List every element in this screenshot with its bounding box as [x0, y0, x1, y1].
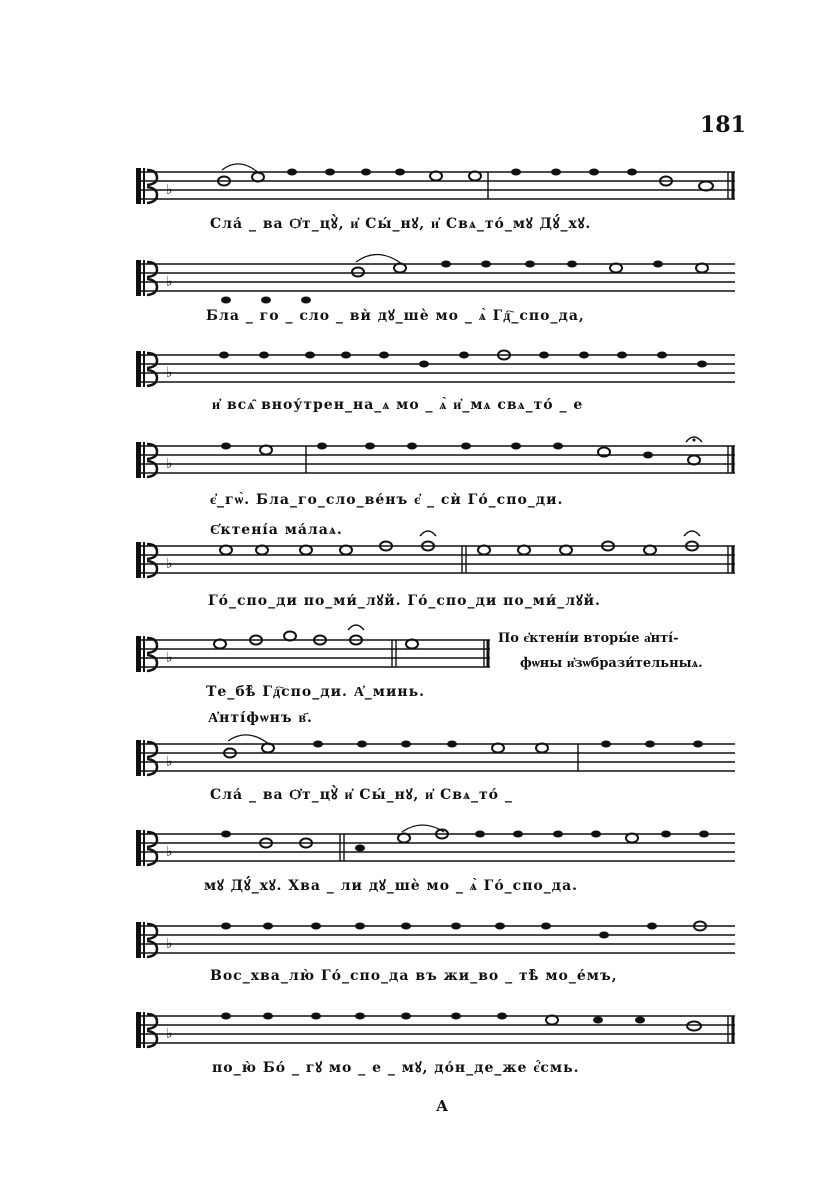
staff-1: [136, 164, 735, 204]
staff-10: [136, 1012, 735, 1048]
staff-6: [136, 625, 490, 672]
antiphon-heading: А҆нті́фѡнъ в҃.: [208, 710, 313, 726]
staff-8: [136, 825, 735, 866]
printer-signature: А: [436, 1097, 449, 1115]
staff-4: [136, 437, 735, 478]
staff-2: [136, 254, 735, 303]
antiphon-note-line-2: фѡны и҆зѡбрази́тельныѧ.: [520, 656, 703, 671]
lyric-line-3: и҆ всѧ̑ вноу́трен_на_ѧ мо _ ѧ̀ и҆_мѧ свѧ_то́ _ е: [212, 397, 584, 413]
page-number: 181: [700, 112, 746, 138]
lyric-line-1: Сла́ _ ва Ѻ҆т_цꙋ̀, и҆ Сы́_нꙋ, и҆ Свѧ_то́_мꙋ Дꙋ́_хꙋ.: [210, 216, 592, 232]
lyric-line-9: Вос_хва_лю̀ Го́_спо_да въ жи_во _ тѣ̀ мо_е́мъ,: [210, 968, 618, 984]
lyric-line-10: по_ю̀ Бо́ _ гꙋ мо _ е _ мꙋ, до́н_де_же є҆́смь.: [212, 1060, 580, 1076]
antiphon-note-line-1: По є҆ктені́и вторы́е а҆нті́-: [498, 631, 679, 646]
lyric-line-5: Го́_спо_ди по_ми́_лꙋй. Го́_спо_ди по_ми́_лꙋй.: [208, 593, 601, 609]
ektenia-heading: Є҆ктені́а ма́лаѧ.: [210, 522, 343, 538]
lyric-line-7: Сла́ _ ва Ѻ҆т_цꙋ̀ и҆ Сы́_нꙋ, и҆ Свѧ_то́ _: [210, 787, 513, 803]
lyric-line-2: Бла _ го _ сло _ вѝ дꙋ_шѐ мо _ ѧ̀ Гд҇_спо_да,: [206, 308, 585, 324]
staff-9: [136, 922, 735, 959]
lyric-line-8: мꙋ Дꙋ́_хꙋ. Хва _ ли дꙋ_шѐ мо _ ѧ̀ Го́_спо_да.: [204, 878, 579, 894]
staff-3: [136, 351, 735, 388]
music-staves: ♭: [0, 0, 840, 1191]
lyric-line-6: Те_бѣ̀ Гд҇спо_ди. А҆_минь.: [206, 684, 425, 700]
staff-7: [136, 735, 735, 776]
lyric-line-4: є҆_гѡ̀. Бла_го_сло_ве́нъ є҆ _ сѝ Го́_спо_ди.: [210, 492, 564, 508]
